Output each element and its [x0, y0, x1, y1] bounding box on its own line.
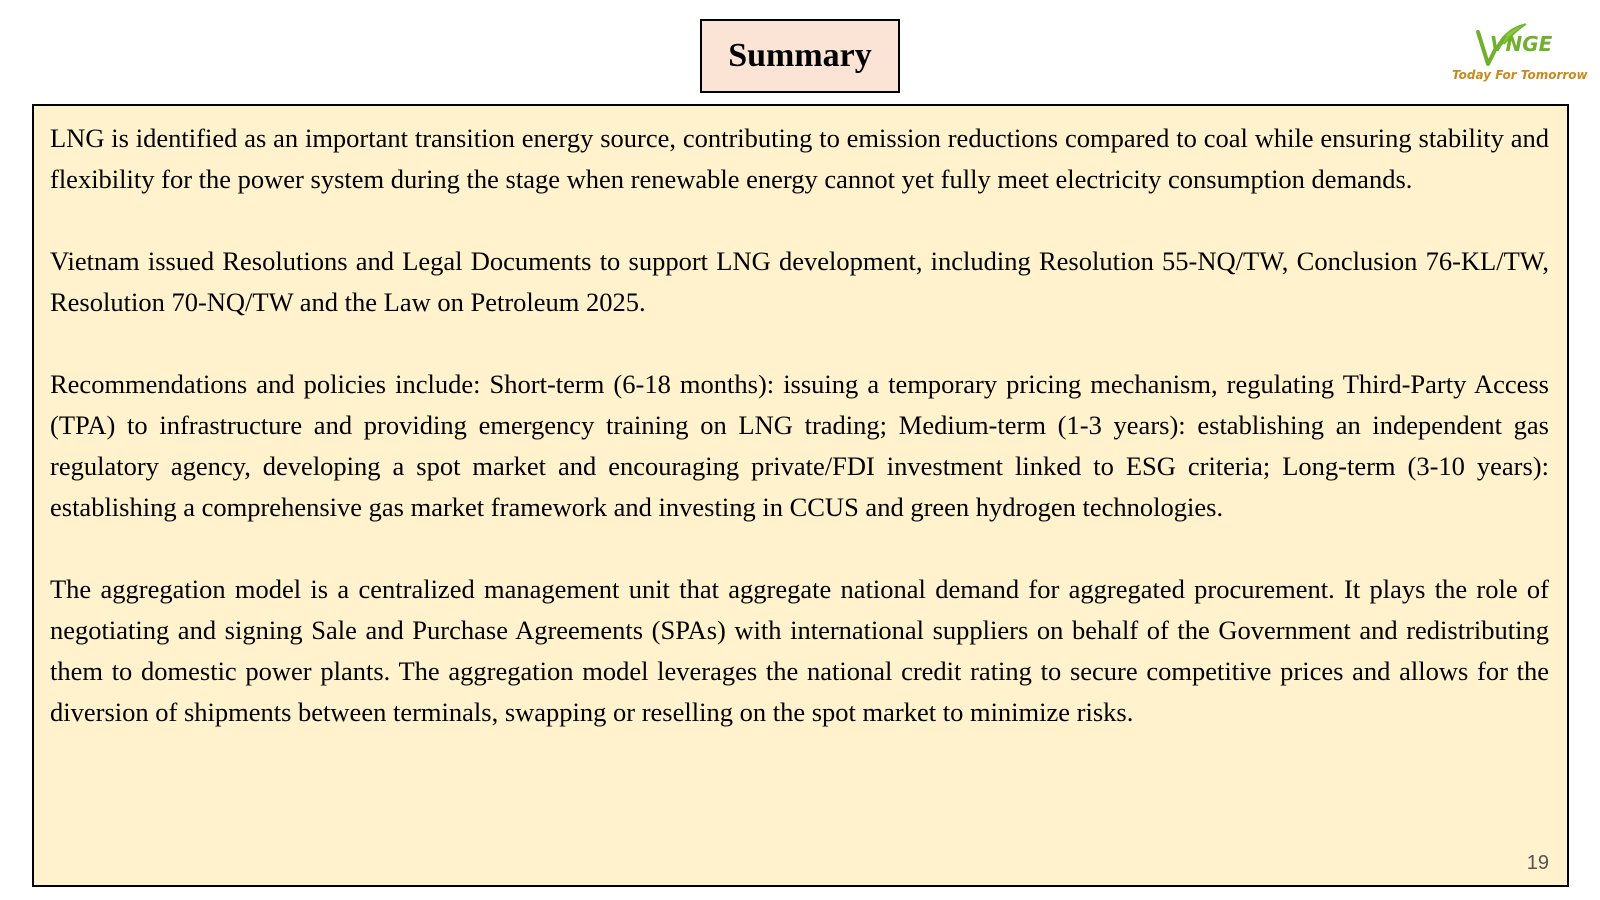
logo-wordmark: VNGE	[1490, 32, 1553, 56]
vnge-logo	[1444, 18, 1588, 88]
page-number: 19	[1526, 852, 1549, 874]
slide-title: Summary	[728, 37, 872, 74]
summary-content-box	[32, 104, 1569, 887]
summary-paragraph-recommendations: Recommendations and policies include: Short-term (6-18 months): issuing a temporary pricing mechanism, regulating Third-Party Access (TPA) to infrastructure and providing emergency training on LNG trading; Medium-term (1-3 years): establishing an independent gas regulatory agency, developing a spot market and encouraging private/FDI investment linked to ESG criteria; Long-term (3-10 years): establishing a comprehensive gas market framework and investing in CCUS and green hydrogen technologies.	[50, 369, 1549, 522]
summary-paragraph-legal-documents: Vietnam issued Resolutions and Legal Documents to support LNG development, including Resolution 55-NQ/TW, Conclusion 76-KL/TW, Resolution 70-NQ/TW and the Law on Petroleum 2025.	[50, 246, 1549, 317]
summary-paragraph-aggregation-model: The aggregation model is a centralized management unit that aggregate national demand for aggregated procurement. It plays the role of negotiating and signing Sale and Purchase Agreements (SPAs) with international suppliers on behalf of the Government and redistributing them to domestic power plants. The aggregation model leverages the national credit rating to secure competitive prices and allows for the diversion of shipments between terminals, swapping or reselling on the spot market to minimize risks.	[50, 574, 1549, 727]
slide-title-box	[700, 19, 900, 93]
logo-slogan: Today For Tomorrow	[1452, 68, 1588, 82]
summary-paragraph-lng-role: LNG is identified as an important transition energy source, contributing to emission reductions compared to coal while ensuring stability and flexibility for the power system during the stage when renewable energy cannot yet fully meet electricity consumption demands.	[50, 123, 1549, 194]
